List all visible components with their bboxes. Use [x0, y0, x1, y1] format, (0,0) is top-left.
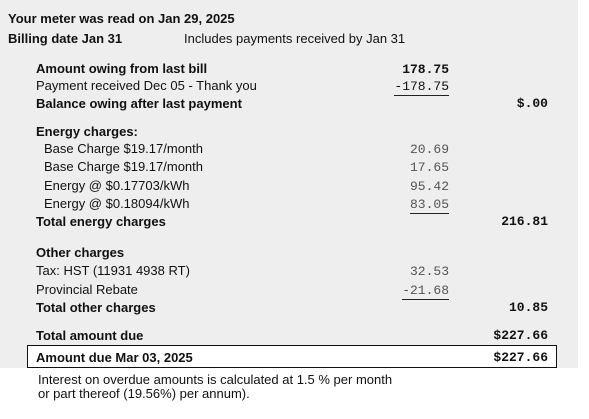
- other-charges-heading: Other charges: [36, 245, 125, 260]
- energy-item-value: 95.42: [409, 179, 449, 194]
- energy-item-value: 83.05: [409, 197, 449, 212]
- amount-owing-value: 178.75: [402, 62, 449, 77]
- energy-item-label: Base Charge $19.17/month: [44, 159, 203, 174]
- amount-owing-label: Amount owing from last bill: [36, 61, 208, 76]
- total-other-charges-value: 10.85: [508, 300, 548, 315]
- energy-item-label: Base Charge $19.17/month: [44, 141, 203, 156]
- interest-note-line1: Interest on overdue amounts is calculated at 1.5 % per month: [38, 372, 393, 387]
- energy-item-value: 20.69: [409, 142, 449, 157]
- billing-date-text: Billing date Jan 31: [8, 31, 123, 46]
- balance-after-payment-label: Balance owing after last payment: [36, 96, 242, 111]
- interest-note-line2: or part thereof (19.56%) per annum).: [38, 386, 250, 401]
- total-amount-due-label: Total amount due: [36, 328, 144, 343]
- energy-item-value: 17.65: [409, 160, 449, 175]
- payment-received-label: Payment received Dec 05 - Thank you: [36, 78, 257, 93]
- total-energy-charges-value: 216.81: [501, 214, 548, 229]
- energy-charges-heading: Energy charges:: [36, 124, 138, 139]
- amount-due-date-value: $227.66: [493, 350, 548, 365]
- energy-item-label: Energy @ $0.17703/kWh: [44, 178, 190, 193]
- total-amount-due-value: $227.66: [493, 328, 548, 343]
- amount-due-date-label: Amount due Mar 03, 2025: [36, 350, 193, 365]
- payment-received-value: -178.75: [394, 79, 449, 94]
- meter-read-text: Your meter was read on Jan 29, 2025: [8, 11, 235, 26]
- other-item-label: Tax: HST (11931 4938 RT): [36, 263, 190, 278]
- other-item-value: 32.53: [409, 264, 449, 279]
- other-item-value: -21.68: [402, 283, 449, 298]
- other-item-label: Provincial Rebate: [36, 282, 138, 297]
- total-other-charges-label: Total other charges: [36, 300, 156, 315]
- balance-after-payment-value: $.00: [516, 96, 548, 111]
- energy-item-label: Energy @ $0.18094/kWh: [44, 196, 190, 211]
- total-energy-charges-label: Total energy charges: [36, 214, 166, 229]
- payments-note-text: Includes payments received by Jan 31: [184, 31, 406, 46]
